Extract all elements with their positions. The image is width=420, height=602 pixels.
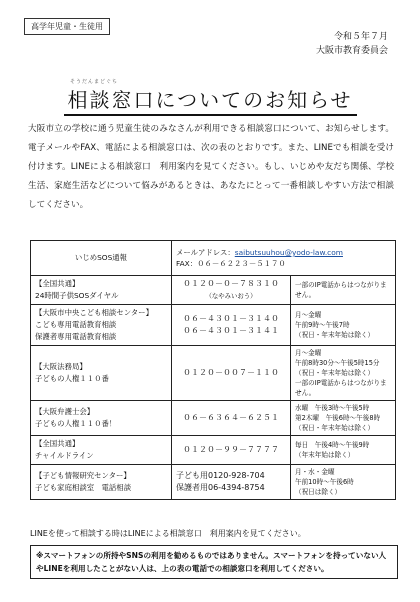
table-row <box>31 276 396 305</box>
table-row <box>31 305 396 346</box>
row6-number: 子ども用0120-928-704 保護者用06-4394-8754 <box>172 465 291 500</box>
row3-number: ０１２０－００７－１１０ <box>172 346 291 401</box>
row4-hours: 水曜 午後3時～午後5時 第2木曜 午後6時～午後8時 （祝日・年末年始は除く） <box>291 401 396 436</box>
row6-hours: 月・水・金曜 午前10時～午後6時 （祝日は除く） <box>291 465 396 500</box>
intro-paragraph: 大阪市立の学校に通う児童生徒のみなさんが利用できる相談窓口について、お知らせします。電子メールやFAX、電話による相談窓口は、次の表のとおりです。また、LINEでも相談を受け付けます。LINEによる相談窓口 利用案内を見てください。もし、いじめや友だち関係、学校生活、家庭生活などについて悩みがあるときは、あなたにとって一番相談しやすい方法で相談してください。 <box>28 124 394 210</box>
smartphone-notice: ※スマートフォンの所持やSNSの利用を勧めるものではありません。スマートフォンを持っていない人やLINEを利用したことがない人は、上の表の電話での相談窓口を利用してください。 <box>30 545 398 579</box>
row5-name: 【全国共通】 チャイルドライン <box>31 436 172 465</box>
table-row <box>31 436 396 465</box>
row1-number: ０１２０－０－７８３１０ （なやみいおう） <box>172 276 291 305</box>
row0-contact: メールアドレス：saibutsuuhou@yodo-law.com FAX：０６－６２２３－５１７０ <box>172 241 396 276</box>
email-link[interactable]: saibutsuuhou@yodo-law.com <box>234 248 343 257</box>
row5-hours: 毎日 午後4時～午後9時 （年末年始は除く） <box>291 436 396 465</box>
audience-badge: 高学年児童・生徒用 <box>24 18 110 35</box>
line-note: LINEを使って相談する時はLINEによる相談窓口 利用案内を見てください。 <box>30 529 306 538</box>
row1-hours: 一部のIP電話からはつながりません。 <box>291 276 396 305</box>
row3-hours: 月～金曜 午前8時30分～午後5時15分 （祝日・年末年始は除く） 一部のIP電話からはつながりません。 <box>291 346 396 401</box>
row0-name: いじめSOS通報 <box>31 241 172 276</box>
row5-number: ０１２０－９９－７７７７ <box>172 436 291 465</box>
row2-hours: 月～金曜 午前9時～午後7時 （祝日・年末年始は除く） <box>291 305 396 346</box>
table-row <box>31 241 396 276</box>
issue-date: 令和５年７月 <box>333 32 388 42</box>
row4-name: 【大阪弁護士会】 子どもの人権１１０番！ <box>31 401 172 436</box>
row6-name: 【子ども情報研究センター】 子ども家庭相談室 電話相談 <box>31 465 172 500</box>
row3-name: 【大阪法務局】 子どもの人権１１０番 <box>31 346 172 401</box>
title-ruby: そうだんまどぐち <box>70 79 119 85</box>
contact-table <box>30 240 396 500</box>
header-meta <box>316 30 388 58</box>
table-row <box>31 465 396 500</box>
row4-number: ０６－６３６４－６２５１ <box>172 401 291 436</box>
table-row <box>31 346 396 401</box>
table-row <box>31 401 396 436</box>
row2-name: 【大阪市中央こども相談センター】 こども専用電話教育相談 保護者専用電話教育相談 <box>31 305 172 346</box>
row1-name: 【全国共通】 24時間子供SOSダイヤル <box>31 276 172 305</box>
page-title: 相談窓口についてのお知らせ <box>0 88 420 112</box>
issuer: 大阪市教育委員会 <box>315 46 388 56</box>
row2-number: ０６－４３０１－３１４０ ０６－４３０１－３１４１ <box>172 305 291 346</box>
